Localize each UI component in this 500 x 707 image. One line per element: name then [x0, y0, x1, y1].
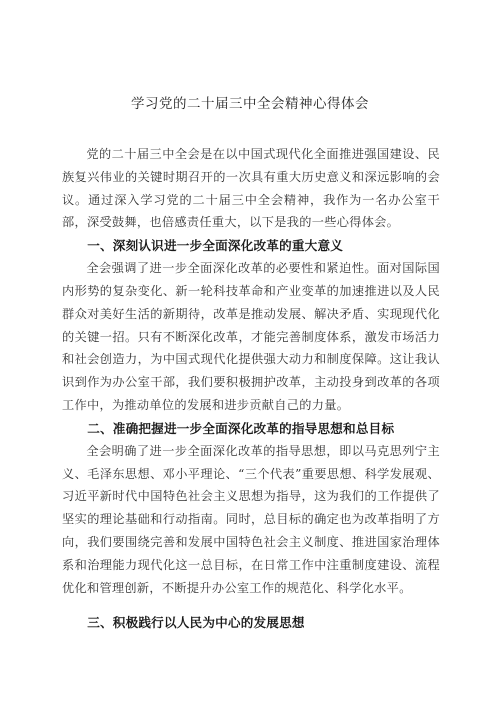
- intro-paragraph: 党的二十届三中全会是在以中国式现代化全面推进强国建设、民族复兴伟业的关键时期召开的一次具有重大历史意义和深远影响的会议。通过深入学习党的二十届三中全会精神，我作为一名办公室干部，深受鼓舞，也倍感责任重大，以下是我的一些心得体会。: [62, 147, 440, 230]
- document-title: 学习党的二十届三中全会精神心得体会: [131, 96, 369, 112]
- section-3-heading: 三、积极践行以人民为中心的发展思想: [87, 615, 305, 631]
- section-1-paragraph: 全会强调了进一步全面深化改革的必要性和紧迫性。面对国际国内形势的复杂变化、新一轮科技革命和产业变革的加速推进以及人民群众对美好生活的新期待，改革是推动发展、解决矛盾、实现现代化的关键一招。只有不断深化改革，才能完善制度体系，激发市场活力和社会创造力，为中国式现代化提供强大动力和制度保障。这让我认识到作为办公室干部，我们要积极拥护改革，主动投身到改革的各项工作中，为推动单位的发展和进步贡献自己的力量。: [62, 261, 440, 412]
- section-2-paragraph: 全会明确了进一步全面深化改革的指导思想，即以马克思列宁主义、毛泽东思想、邓小平理论、“三个代表”重要思想、科学发展观、习近平新时代中国特色社会主义思想为指导，这为我们的工作提供了坚实的理论基础和行动指南。同时，总目标的确定也为改革指明了方向，我们要围绕完善和发展中国特色社会主义制度、推进国家治理体系和治理能力现代化这一总目标，在日常工作中注重制度建设、流程优化和管理创新，不断提升办公室工作的规范化、科学化水平。: [62, 443, 440, 595]
- section-1-heading: 一、深刻认识进一步全面深化改革的重大意义: [87, 238, 344, 254]
- document-body: [62, 143, 440, 634]
- section-2-heading: 二、准确把握进一步全面深化改革的指导思想和总目标: [87, 420, 395, 436]
